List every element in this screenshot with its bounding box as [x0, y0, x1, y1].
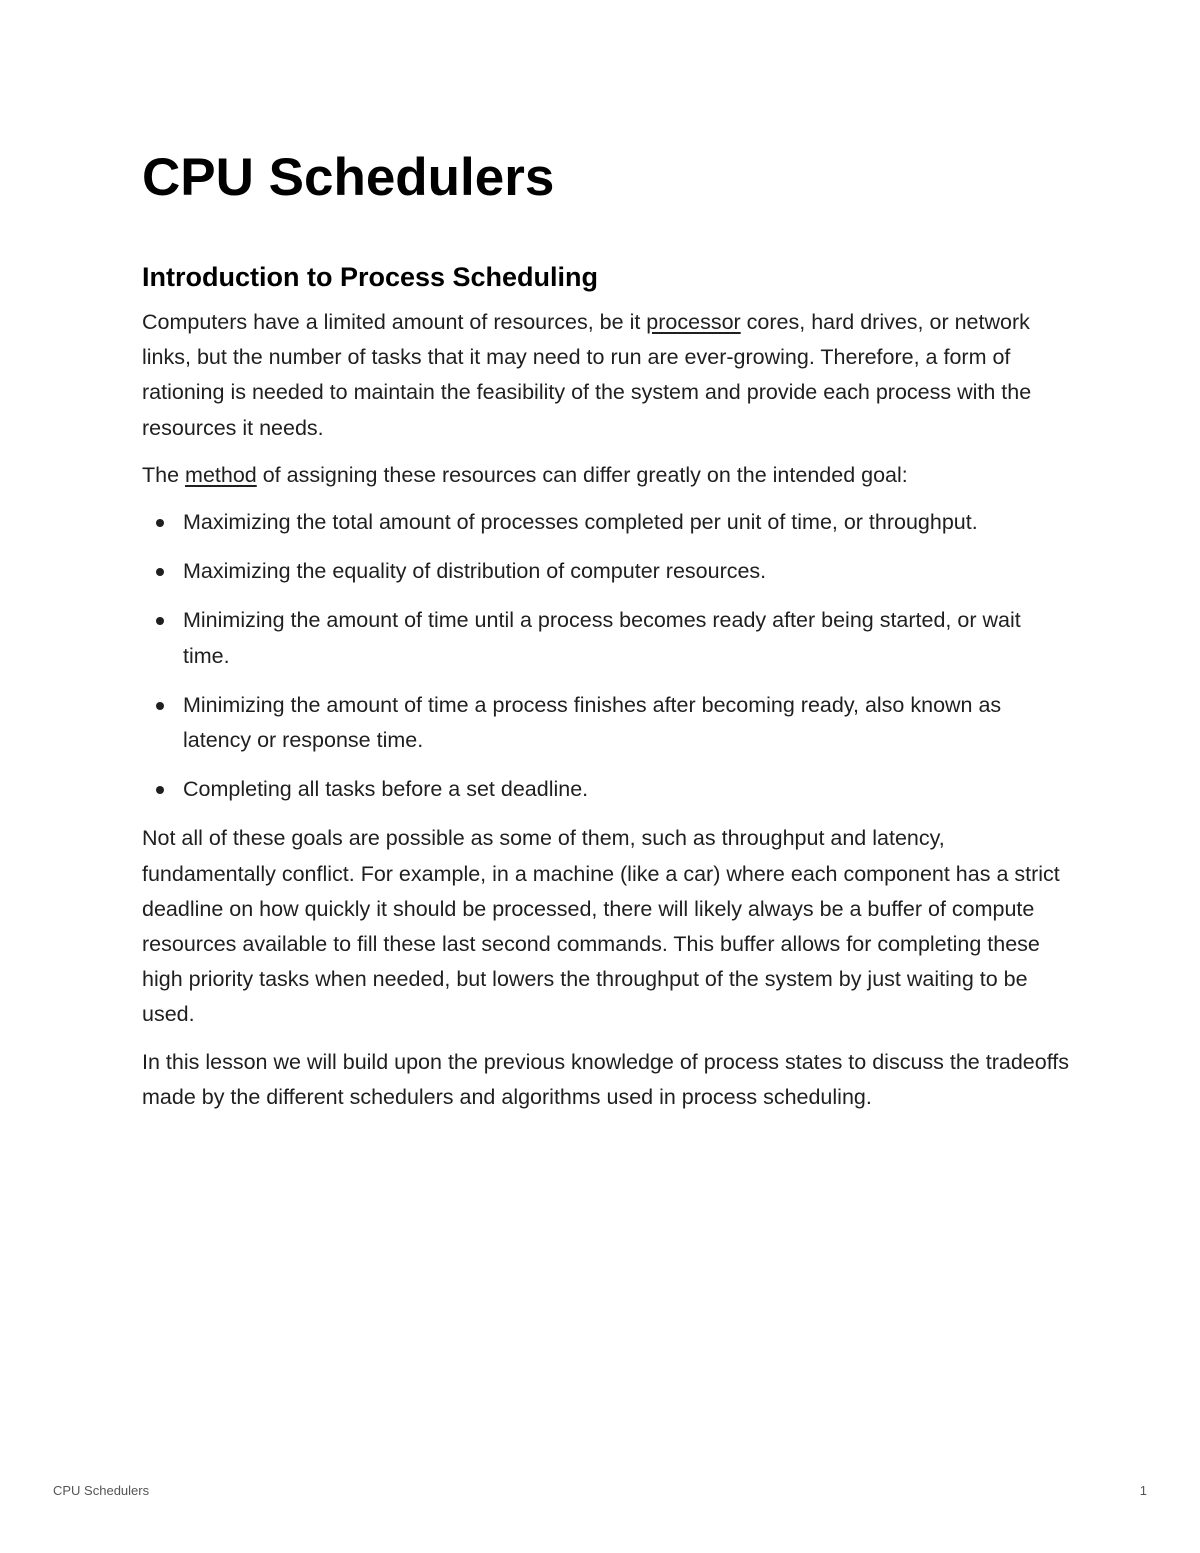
list-item-text: Maximizing the total amount of processes completed per unit of time, or throughput.: [183, 510, 978, 535]
intro-paragraph-text-end: cores, hard drives, or network links, but the number of tasks that it may need to run are ever-growing. Therefore, a form of rationing is needed to maintain the feasibility of the system and provide each process with the resources it needs.: [142, 310, 1032, 440]
list-item: [142, 554, 1072, 589]
intro-paragraph-text-start: Computers have a limited amount of resources, be it: [142, 310, 647, 334]
method-link[interactable]: method: [185, 462, 257, 487]
processor-link[interactable]: processor: [646, 310, 741, 334]
document-body: [142, 305, 1072, 1115]
list-item-text: Completing all tasks before a set deadline.: [183, 777, 589, 802]
footer-title: CPU Schedulers: [53, 1483, 150, 1498]
list-item: [142, 688, 1072, 758]
list-item: [142, 505, 1072, 540]
method-paragraph: [142, 458, 1072, 493]
list-item: [142, 772, 1072, 807]
bullet-icon: [156, 617, 164, 625]
list-item-text: Minimizing the amount of time a process finishes after becoming ready, also known as latency or response time.: [183, 692, 1002, 753]
page-number: 1: [1139, 1483, 1147, 1498]
conflict-paragraph: Not all of these goals are possible as some of them, such as throughput and latency, fundamentally conflict. For example, in a machine (like a car) where each component has a strict deadline on how quickly it should be processed, there will likely always be a buffer of compute resources available to fill these last second commands. This buffer allows for completing these high priority tasks when needed, but lowers the throughput of the system by just waiting to be used.: [142, 826, 1060, 1027]
list-item-text: Maximizing the equality of distribution of computer resources.: [183, 559, 767, 584]
section-heading: Introduction to Process Scheduling: [142, 262, 599, 292]
bullet-icon: [156, 568, 164, 576]
bullet-icon: [156, 786, 164, 794]
bullet-icon: [156, 702, 164, 710]
list-item: [142, 603, 1072, 673]
bullet-icon: [156, 519, 164, 527]
method-paragraph-text-start: The: [142, 462, 186, 487]
document-title: CPU Schedulers: [142, 148, 555, 207]
goals-list: [142, 505, 1072, 807]
method-paragraph-text-end: of assigning these resources can differ greatly on the intended goal:: [256, 462, 908, 487]
list-item-text: Minimizing the amount of time until a process becomes ready after being started, or wait time.: [183, 608, 1021, 668]
intro-paragraph: [142, 305, 1072, 446]
lesson-paragraph: In this lesson we will build upon the previous knowledge of process states to discuss the tradeoffs made by the different schedulers and algorithms used in process scheduling.: [142, 1049, 1070, 1109]
